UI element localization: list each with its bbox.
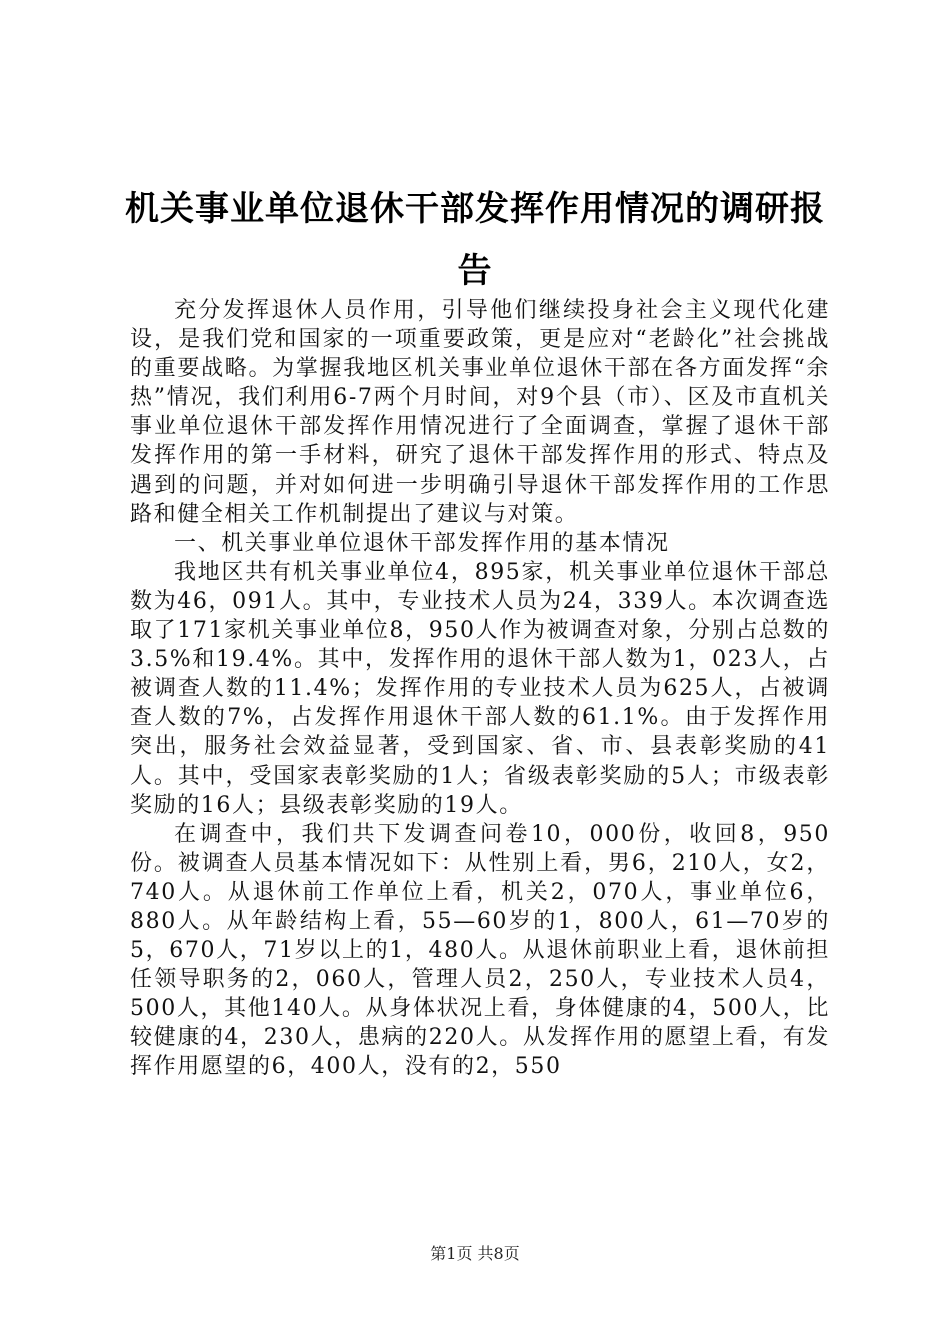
page-footer: 第1页 共8页	[430, 1244, 520, 1263]
paragraph-intro: 充分发挥退休人员作用，引导他们继续投身社会主义现代化建设，是我们党和国家的一项重要政策，更是应对“老龄化”社会挑战的重要战略。为掌握我地区机关事业单位退休干部在各方面发挥“余热”情况，我们利用6-7两个月时间，对9个县（市）、区及市直机关事业单位退休干部发挥作用情况进行了全面调查，掌握了退休干部发挥作用的第一手材料，研究了退休干部发挥作用的形式、特点及遇到的问题，并对如何进一步明确引导退休干部发挥作用的工作思路和健全相关工作机制提出了建议与对策。	[130, 298, 830, 527]
paragraph-statistics: 我地区共有机关事业单位4，895家，机关事业单位退休干部总数为46，091人。其中，专业技术人员为24，339人。本次调查选取了171家机关事业单位8，950人作为被调查对象，分别占总数的3.5%和19.4%。其中，发挥作用的退休干部人数为1，023人，占被调查人数的11.4%；发挥作用的专业技术人员为625人，占被调查人数的7%，占发挥作用退休干部人数的61.1%。由于发挥作用突出，服务社会效益显著，受到国家、省、市、县表彰奖励的41人。其中，受国家表彰奖励的1人；省级表彰奖励的5人；市级表彰奖励的16人；县级表彰奖励的19人。	[130, 559, 830, 818]
document-body	[130, 296, 830, 1082]
page-title: 机关事业单位退休干部发挥作用情况的调研报告	[125, 189, 825, 291]
paragraph-survey: 在调查中，我们共下发调查问卷10，000份，收回8，950份。被调查人员基本情况如下：从性别上看，男6，210人，女2，740人。从退休前工作单位上看，机关2，070人，事业单位6，880人。从年龄结构上看，55—60岁的1，800人，61—70岁的5，670人，71岁以上的1，480人。从退休前职业上看，退休前担任领导职务的2，060人，管理人员2，250人，专业技术人员4，500人，其他140人。从身体状况上看，身体健康的4，500人，比较健康的4，230人，患病的220人。从发挥作用的愿望上看，有发挥作用愿望的6，400人，没有的2，550	[130, 821, 830, 1080]
section-heading: 一、机关事业单位退休干部发挥作用的基本情况	[174, 530, 670, 556]
